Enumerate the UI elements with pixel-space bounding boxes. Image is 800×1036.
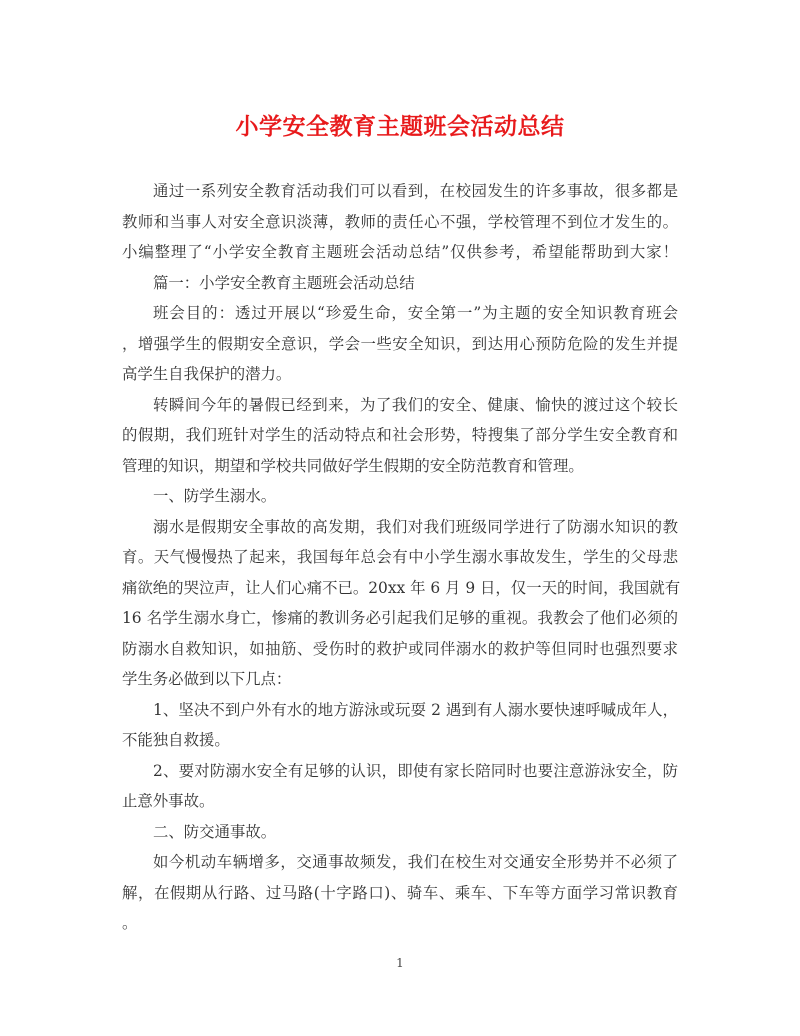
text-line: 解，在假期从行路、过马路(十字路口)、骑车、乘车、下车等方面学习常识教育 (122, 883, 678, 902)
text-line: 学生务必做到以下几点： (122, 670, 292, 688)
text-line: 二、防交通事故。 (153, 822, 277, 841)
text-line: 不能独自救援。 (122, 731, 230, 749)
page-number: 1 (396, 956, 404, 970)
text-line: 通过一系列安全教育活动我们可以看到，在校园发生的许多事故，很多都是 (153, 182, 678, 200)
text-line: 育。天气慢慢热了起来，我国每年总会有中小学生溺水事故发生，学生的父母悲 (122, 548, 678, 566)
text-line: 止意外事故。 (122, 792, 215, 810)
text-line: 一、防学生溺水。 (153, 487, 277, 505)
text-line: 如今机动车辆增多，交通事故频发，我们在校生对交通安全形势并不必须了 (153, 853, 678, 871)
text-line: 2、要对防溺水安全有足够的认识，即使有家长陪同时也要注意游泳安全，防 (153, 761, 678, 780)
text-line: 篇一：小学安全教育主题班会活动总结 (153, 273, 415, 292)
text-line: 的假期，我们班针对学生的活动特点和社会形势，特搜集了部分学生安全教育和 (122, 426, 678, 444)
text-line: 1、坚决不到户外有水的地方游泳或玩耍 2 遇到有人溺水要快速呼喊成年人， (153, 700, 678, 719)
document-body (122, 176, 681, 939)
text-line: 高学生自我保护的潜力。 (122, 365, 292, 383)
text-line: 防溺水自救知识，如抽筋、受伤时的救护或同伴溺水的救护等但同时也强烈要求 (122, 639, 678, 658)
text-line: 溺水是假期安全事故的高发期，我们对我们班级同学进行了防溺水知识的教 (153, 517, 678, 536)
text-line: 班会目的：透过开展以“珍爱生命，安全第一”为主题的安全知识教育班会 (153, 304, 678, 322)
text-line: ，增强学生的假期安全意识，学会一些安全知识，到达用心预防危险的发生并提 (122, 334, 678, 353)
text-line: 痛欲绝的哭泣声，让人们心痛不已。20xx 年 6 月 9 日，仅一天的时间，我国就有 (122, 578, 681, 597)
text-line: 。 (122, 914, 138, 932)
text-line: 教师和当事人对安全意识淡薄，教师的责任心不强，学校管理不到位才发生的。 (122, 212, 678, 231)
text-line: 小编整理了“小学安全教育主题班会活动总结”仅供参考，希望能帮助到大家！ (122, 243, 678, 261)
text-line: 管理的知识，期望和学校共同做好学生假期的安全防范教育和管理。 (122, 456, 584, 475)
text-line: 转瞬间今年的暑假已经到来，为了我们的安全、健康、愉快的渡过这个较长 (153, 395, 678, 414)
document-title: 小学安全教育主题班会活动总结 (235, 114, 565, 140)
text-line: 16 名学生溺水身亡，惨痛的教训务必引起我们足够的重视。我教会了他们必须的 (122, 609, 678, 627)
